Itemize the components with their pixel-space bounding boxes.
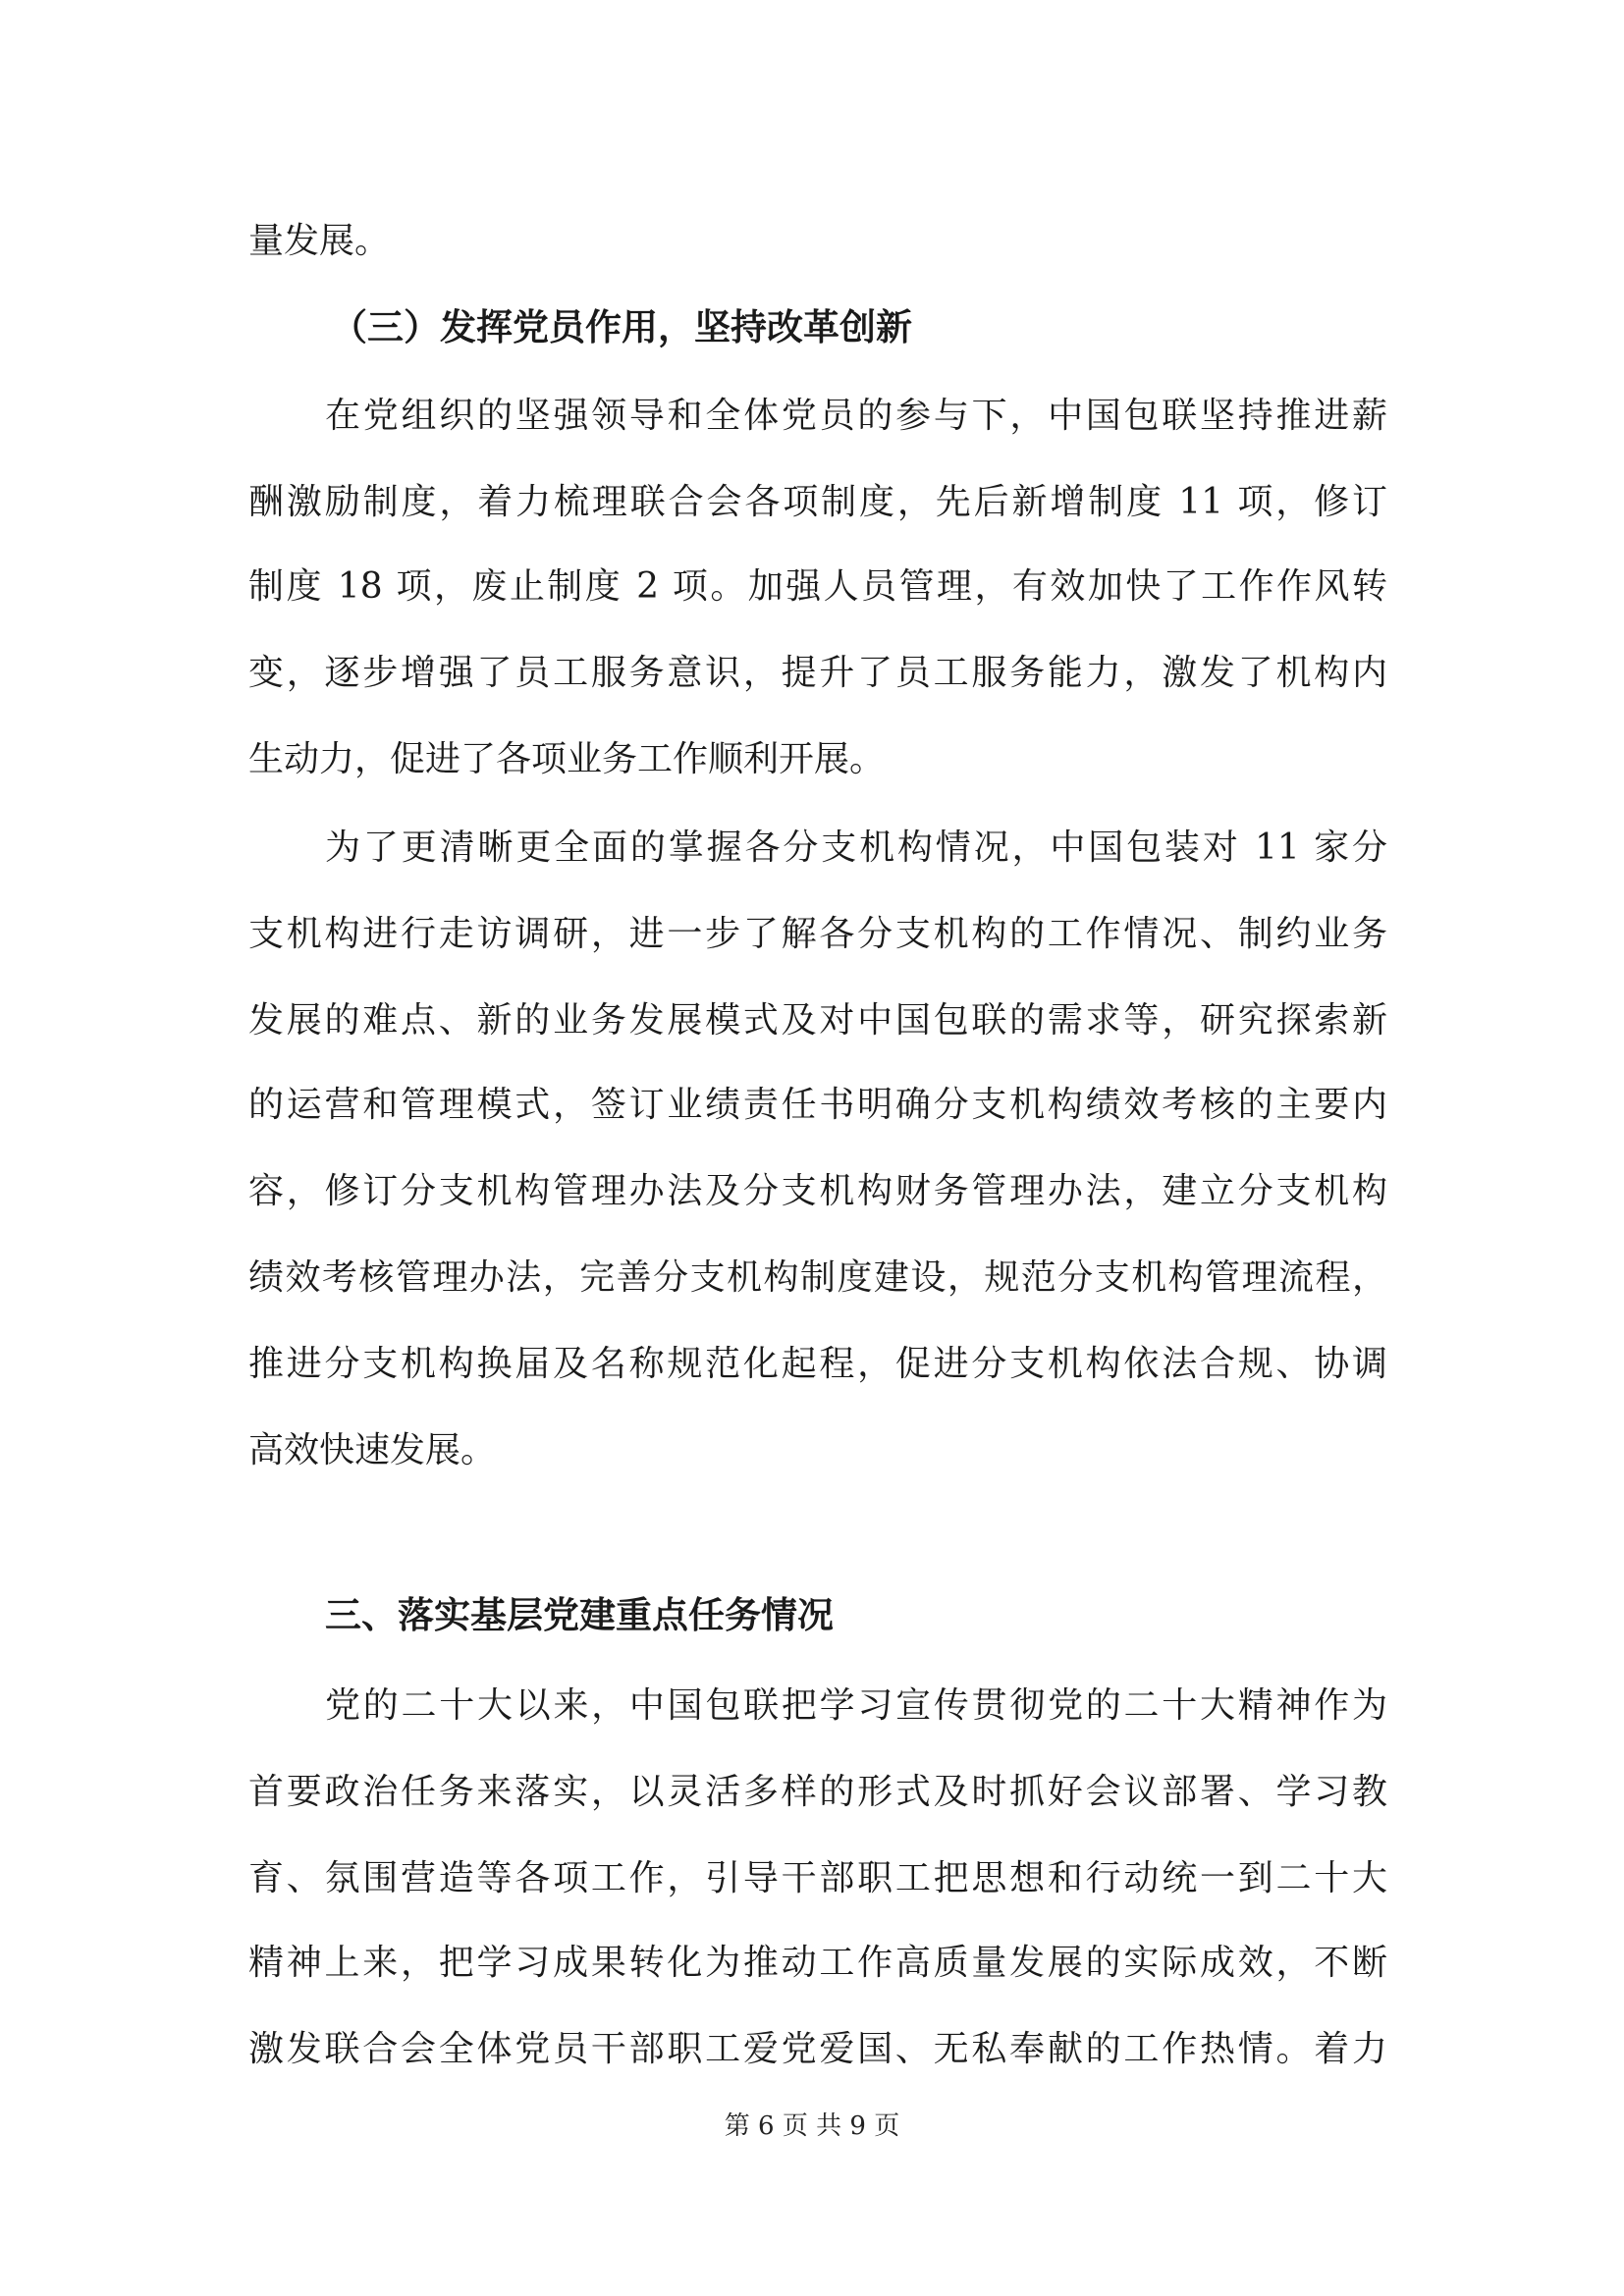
paragraph-line: 发展的难点、新的业务发展模式及对中国包联的需求等，研究探索新 bbox=[248, 1000, 1387, 1041]
paragraph-line: 精神上来，把学习成果转化为推动工作高质量发展的实际成效，不断 bbox=[248, 1943, 1387, 1983]
paragraph-line: 容，修订分支机构管理办法及分支机构财务管理办法，建立分支机构 bbox=[248, 1171, 1387, 1211]
section-heading: 三、落实基层党建重点任务情况 bbox=[325, 1594, 834, 1636]
paragraph-line: 党的二十大以来，中国包联把学习宣传贯彻党的二十大精神作为 bbox=[325, 1685, 1387, 1726]
paragraph-line: 育、氛围营造等各项工作，引导干部职工把思想和行动统一到二十大 bbox=[248, 1858, 1387, 1898]
paragraph-line: 量发展。 bbox=[248, 221, 391, 261]
paragraph-line: 在党组织的坚强领导和全体党员的参与下，中国包联坚持推进薪 bbox=[325, 396, 1387, 436]
paragraph-line: 生动力，促进了各项业务工作顺利开展。 bbox=[248, 739, 886, 779]
paragraph-line: 支机构进行走访调研，进一步了解各分支机构的工作情况、制约业务 bbox=[248, 914, 1387, 954]
section-heading: （三）发挥党员作用，坚持改革创新 bbox=[331, 306, 912, 348]
paragraph-line: 为了更清晰更全面的掌握各分支机构情况，中国包装对 11 家分 bbox=[325, 828, 1387, 868]
paragraph-line: 制度 18 项，废止制度 2 项。加强人员管理，有效加快了工作作风转 bbox=[248, 566, 1387, 607]
paragraph-line: 变，逐步增强了员工服务意识，提升了员工服务能力，激发了机构内 bbox=[248, 653, 1387, 693]
paragraph-line: 激发联合会全体党员干部职工爱党爱国、无私奉献的工作热情。着力 bbox=[248, 2029, 1387, 2069]
paragraph-line: 高效快速发展。 bbox=[248, 1430, 497, 1470]
paragraph-line: 的运营和管理模式，签订业绩责任书明确分支机构绩效考核的主要内 bbox=[248, 1085, 1387, 1125]
paragraph-line: 推进分支机构换届及名称规范化起程，促进分支机构依法合规、协调 bbox=[248, 1344, 1387, 1384]
page-number-footer: 第 6 页 共 9 页 bbox=[724, 2111, 900, 2141]
paragraph-line: 绩效考核管理办法，完善分支机构制度建设，规范分支机构管理流程， bbox=[248, 1257, 1387, 1298]
paragraph-line: 酬激励制度，着力梳理联合会各项制度，先后新增制度 11 项，修订 bbox=[248, 482, 1387, 522]
paragraph-line: 首要政治任务来落实，以灵活多样的形式及时抓好会议部署、学习教 bbox=[248, 1772, 1387, 1812]
